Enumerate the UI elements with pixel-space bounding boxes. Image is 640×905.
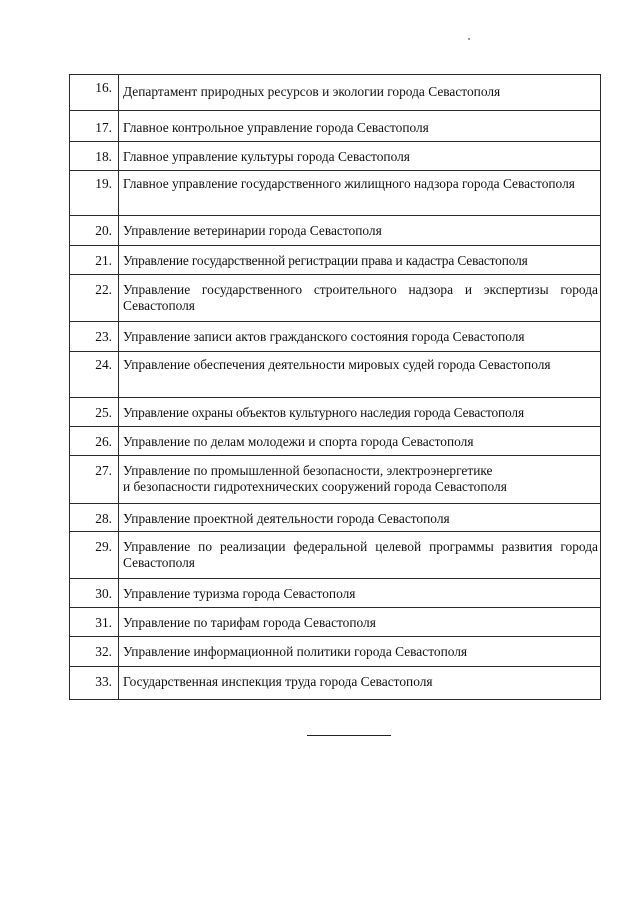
organization-name: Государственная инспекция труда города Севастополя [119,667,601,700]
table-row [70,216,601,246]
organization-name: Управление проектной деятельности города Севастополя [119,504,601,532]
closing-rule [307,735,391,736]
organization-name: Департамент природных ресурсов и экологии города Севастополя [119,75,601,111]
row-number: 29. [70,532,119,579]
row-number: 30. [70,579,119,608]
organization-name: Управление по тарифам города Севастополя [119,608,601,637]
organization-name: Управление туризма города Севастополя [119,579,601,608]
table-row [70,142,601,171]
table-row [70,504,601,532]
organization-name: Управление записи актов гражданского состояния города Севастополя [119,322,601,352]
organization-name: Управление по реализации федеральной целевой программы развития города Севастополя [119,532,601,579]
row-number: 17. [70,111,119,142]
table-row [70,667,601,700]
organization-name: Главное контрольное управление города Севастополя [119,111,601,142]
row-number: 25. [70,398,119,427]
organization-name: Управление ветеринарии города Севастополя [119,216,601,246]
organization-name: Управление информационной политики города Севастополя [119,637,601,667]
table-row [70,456,601,504]
table-row [70,275,601,322]
table-row [70,637,601,667]
row-number: 18. [70,142,119,171]
organization-name: Управление по делам молодежи и спорта города Севастополя [119,427,601,456]
row-number: 19. [70,171,119,216]
row-number: 27. [70,456,119,504]
table-row [70,579,601,608]
organization-name: Управление охраны объектов культурного наследия города Севастополя [119,398,601,427]
table-row [70,111,601,142]
row-number: 20. [70,216,119,246]
organization-name: Управление обеспечения деятельности мировых судей города Севастополя [119,352,601,398]
row-number: 32. [70,637,119,667]
organization-name: Управление государственной регистрации права и кадастра Севастополя [119,246,601,275]
organizations-table [69,74,601,700]
scan-speck [468,38,470,40]
row-number: 16. [70,75,119,111]
organization-name: Главное управление государственного жилищного надзора города Севастополя [119,171,601,216]
table-row [70,532,601,579]
table-row [70,171,601,216]
row-number: 28. [70,504,119,532]
organization-name: Управление государственного строительного надзора и экспертизы города Севастополя [119,275,601,322]
table-row [70,75,601,111]
organization-name: Управление по промышленной безопасности, электроэнергетике и безопасности гидротехнических сооружений города Севастополя [119,456,601,504]
row-number: 26. [70,427,119,456]
row-number: 33. [70,667,119,700]
table-row [70,322,601,352]
row-number: 24. [70,352,119,398]
row-number: 31. [70,608,119,637]
row-number: 22. [70,275,119,322]
table-row [70,398,601,427]
row-number: 23. [70,322,119,352]
table-row [70,427,601,456]
row-number: 21. [70,246,119,275]
organization-name: Главное управление культуры города Севастополя [119,142,601,171]
table-row [70,352,601,398]
table-row [70,246,601,275]
table-row [70,608,601,637]
